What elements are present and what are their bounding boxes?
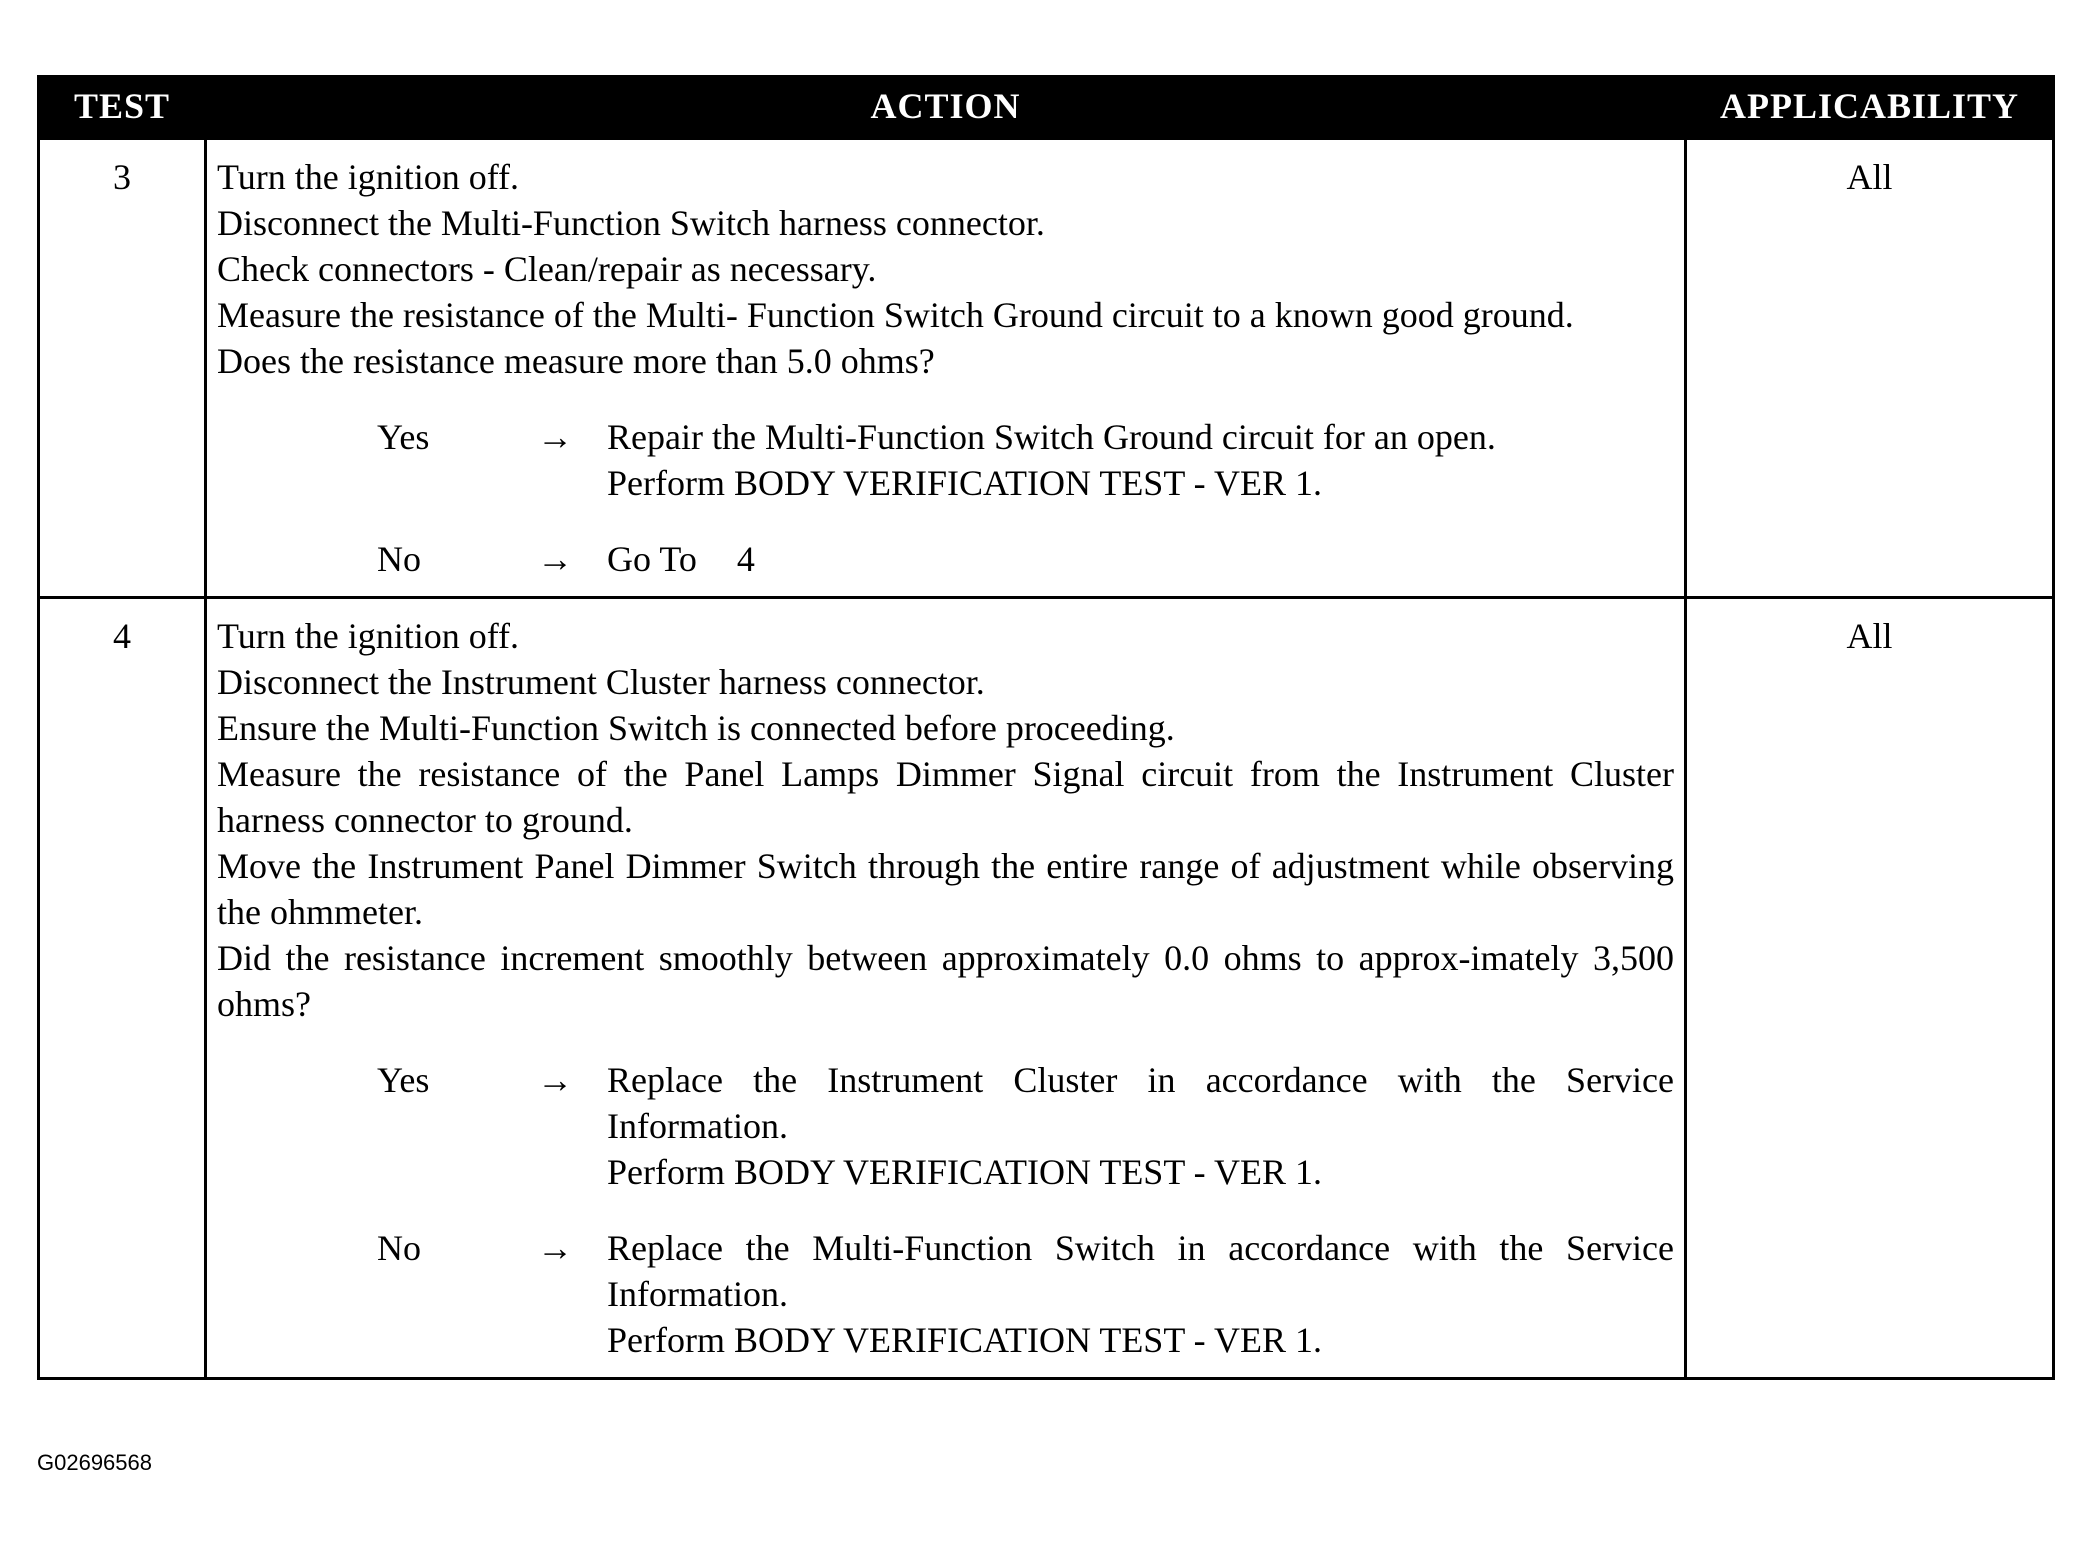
action-step: Disconnect the Instrument Cluster harness connector. xyxy=(217,662,985,702)
outcome-no-label: No xyxy=(377,1228,421,1268)
header-applicability: APPLICABILITY xyxy=(1686,75,2054,139)
action-step: Measure the resistance of the Multi- Function Switch Ground circuit to a known good ground. xyxy=(217,295,1574,335)
action-step: Did the resistance increment smoothly between approximately 0.0 ohms to approx-imately 3,500 ohms? xyxy=(217,938,1674,1024)
result-line: Replace the Multi-Function Switch in accordance with the Service Information. xyxy=(607,1228,1674,1314)
header-test: TEST xyxy=(39,75,206,139)
applicability-value: All xyxy=(1686,139,2054,598)
table-row-test-3 xyxy=(39,139,2054,598)
table-row-test-4 xyxy=(39,598,2054,1379)
applicability-value: All xyxy=(1686,598,2054,1379)
result-line: Replace the Instrument Cluster in accordance with the Service Information. xyxy=(607,1060,1674,1146)
outcome-no-result xyxy=(607,536,1674,582)
action-step: Turn the ignition off. xyxy=(217,616,520,656)
result-line: Repair the Multi-Function Switch Ground circuit for an open. xyxy=(607,417,1496,457)
outcome-yes-label: Yes xyxy=(377,1060,430,1100)
outcome-no xyxy=(217,536,1674,582)
outcome-yes-result xyxy=(607,414,1674,506)
result-line: Perform BODY VERIFICATION TEST - VER 1. xyxy=(607,463,1323,503)
right-arrow-icon: → xyxy=(537,417,573,457)
right-arrow-icon: → xyxy=(537,1060,573,1100)
right-arrow-icon: → xyxy=(537,539,573,579)
action-step: Turn the ignition off. xyxy=(217,157,520,197)
result-line: Perform BODY VERIFICATION TEST - VER 1. xyxy=(607,1320,1323,1360)
outcome-yes-result xyxy=(607,1057,1674,1195)
action-step: Move the Instrument Panel Dimmer Switch through the entire range of adjustment while observing the ohmmeter. xyxy=(217,846,1674,932)
action-step: Check connectors - Clean/repair as necessary. xyxy=(217,249,877,289)
outcome-yes xyxy=(217,1057,1674,1195)
action-step: Ensure the Multi-Function Switch is connected before proceeding. xyxy=(217,708,1175,748)
goto-test-number: 4 xyxy=(736,539,755,579)
result-line: Perform BODY VERIFICATION TEST - VER 1. xyxy=(607,1152,1323,1192)
outcome-no-result xyxy=(607,1225,1674,1363)
goto-text: Go To xyxy=(607,539,697,579)
action-step: Disconnect the Multi-Function Switch harness connector. xyxy=(217,203,1045,243)
outcome-no xyxy=(217,1225,1674,1363)
action-step: Measure the resistance of the Panel Lamps Dimmer Signal circuit from the Instrument Cluster harness connector to ground. xyxy=(217,754,1674,840)
header-action: ACTION xyxy=(206,75,1686,139)
outcome-yes-label: Yes xyxy=(377,417,430,457)
outcome-no-label: No xyxy=(377,539,421,579)
right-arrow-icon: → xyxy=(537,1228,573,1268)
action-cell xyxy=(206,139,1686,598)
test-number: 3 xyxy=(39,139,206,598)
figure-code: G02696568 xyxy=(37,1450,152,1475)
action-cell xyxy=(206,598,1686,1379)
action-step: Does the resistance measure more than 5.0 ohms? xyxy=(217,341,935,381)
test-number: 4 xyxy=(39,598,206,1379)
outcome-yes xyxy=(217,414,1674,506)
diagnostic-test-table xyxy=(37,75,2055,1380)
table-header-row xyxy=(39,75,2054,139)
